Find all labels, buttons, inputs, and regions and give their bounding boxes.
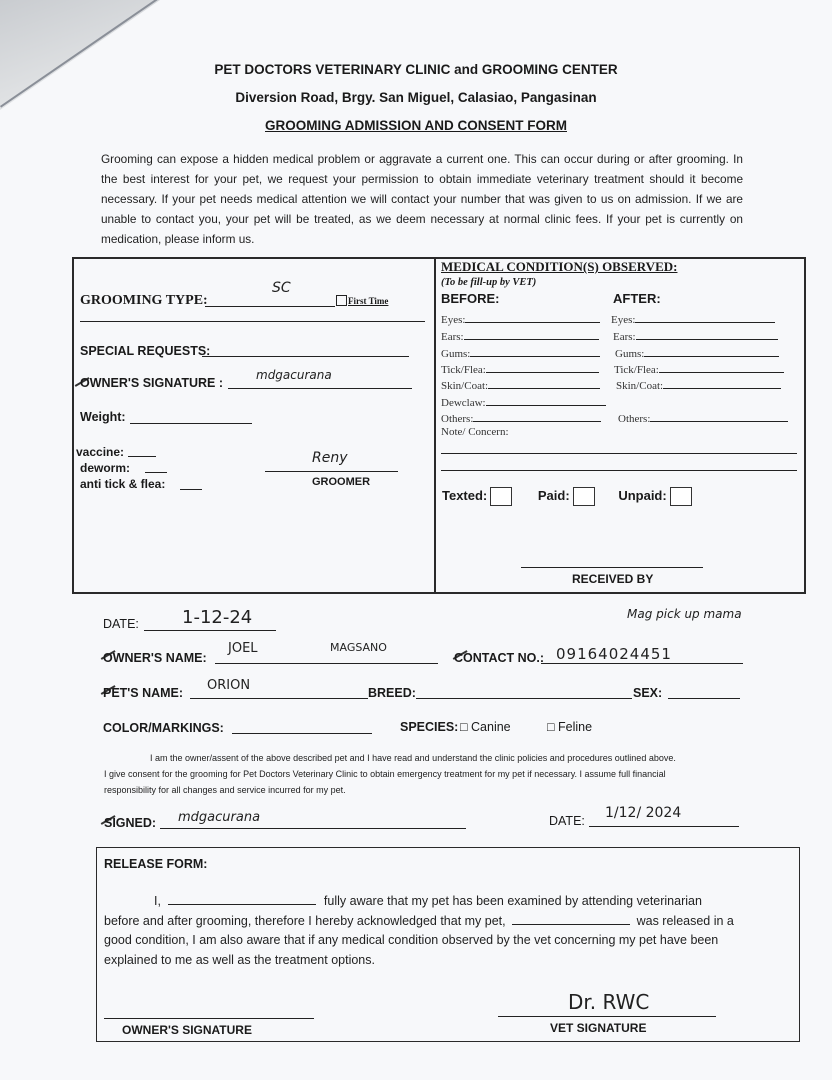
special-requests-label: SPECIAL REQUESTS: [80, 344, 211, 358]
after-ears-field[interactable] [636, 327, 778, 340]
release-p4: explained to me as well as the treatment options. [104, 952, 375, 967]
note-line-2[interactable] [441, 470, 797, 471]
first-time-label: First Time [348, 296, 389, 306]
before-others-label: Others: [441, 413, 474, 425]
after-tick-flea-field[interactable] [659, 360, 784, 373]
after-gums-label: Gums: [615, 348, 645, 360]
release-owner-signature-label: OWNER'S SIGNATURE [122, 1023, 252, 1037]
release-p1-end: fully aware that my pet has been examined by attending veterinarian [323, 894, 702, 908]
groomer-signature-value: Reny [312, 450, 348, 466]
special-requests-field[interactable] [202, 356, 409, 357]
consent-line-1: I am the owner/assent of the above described pet and I have read and understand the clinic policies and procedures outlined above. [150, 753, 676, 763]
before-skin-coat-field[interactable] [488, 376, 600, 389]
after-others-label: Others: [618, 413, 651, 425]
paid-checkbox[interactable] [573, 487, 595, 506]
vet-signature-label: VET SIGNATURE [550, 1021, 647, 1035]
grooming-type-field[interactable] [205, 306, 335, 307]
breed-label: BREED: [368, 686, 416, 700]
pet-name-value: ORION [207, 678, 251, 693]
before-eyes-field[interactable] [465, 310, 600, 323]
sex-field[interactable] [668, 698, 740, 699]
vet-signature-field[interactable] [498, 1016, 716, 1017]
date-value: 1-12-24 [182, 607, 253, 628]
vet-signature-value: Dr. RWC [568, 990, 650, 1014]
unpaid-label: Unpaid: [618, 487, 667, 503]
release-owner-signature-field[interactable] [104, 1018, 314, 1019]
signed-label: SIGNED: [104, 816, 157, 830]
species-label: SPECIES: [400, 720, 459, 734]
weight-field[interactable] [130, 423, 252, 424]
unpaid-checkbox[interactable] [670, 487, 692, 506]
after-eyes-field[interactable] [635, 310, 775, 323]
before-gums-field[interactable] [470, 344, 600, 357]
paid-label: Paid: [537, 487, 570, 503]
before-label: BEFORE: [441, 291, 500, 306]
handwritten-note: Mag pick up mama [627, 607, 742, 621]
release-p1-start: I, [154, 894, 161, 908]
grooming-type-label: GROOMING TYPE: [80, 293, 208, 308]
pet-name-label: PET'S NAME: [103, 686, 184, 700]
color-markings-field[interactable] [232, 733, 372, 734]
owner-signature-label: OWNER'S SIGNATURE : [80, 376, 224, 390]
deworm-label: deworm: [80, 461, 131, 475]
after-label: AFTER: [613, 291, 661, 306]
consent-date-label: DATE: [549, 814, 585, 828]
owner-first-name-value: JOEL [228, 641, 258, 656]
deworm-field[interactable] [145, 472, 167, 473]
before-dewclaw-label: Dewclaw: [441, 397, 486, 409]
after-tick-flea-label: Tick/Flea: [614, 364, 659, 376]
owner-name-field[interactable] [215, 663, 438, 664]
release-p2-end: was released in a [636, 913, 734, 928]
vaccine-field[interactable] [128, 456, 156, 457]
before-skin-coat-label: Skin/Coat: [441, 380, 489, 392]
pet-name-field[interactable] [190, 698, 368, 699]
weight-label: Weight: [80, 410, 126, 424]
consent-line-3: responsibility for all changes and service incurred for my pet. [104, 785, 346, 795]
before-gums-label: Gums: [441, 348, 471, 360]
date-field[interactable] [144, 630, 276, 631]
species-canine-option[interactable]: □ Canine [460, 720, 511, 734]
contact-label: CONTACT NO.: [454, 651, 545, 665]
first-time-checkbox[interactable] [336, 295, 347, 306]
sex-label: SEX: [633, 686, 663, 700]
consent-date-value: 1/12/ 2024 [605, 805, 682, 821]
species-feline-option[interactable]: □ Feline [547, 720, 593, 734]
note-line-1[interactable] [441, 453, 797, 454]
before-dewclaw-field[interactable] [486, 393, 606, 406]
intro-paragraph: Grooming can expose a hidden medical problem or aggravate a current one. This can occur during or after grooming. In the best interest for your pet, we request your permission to obtain immediate veterinary treatment should it become necessary. If your pet needs medical attention we will contact your number that was given to us on admission. If we are unable to contact you, your pet will be treated, as we deem necessary at normal clinic fees. If your pet is currently on medication, please inform us. [101, 152, 743, 246]
note-concern-label: Note/ Concern: [441, 426, 509, 438]
owner-name-label: OWNER'S NAME: [103, 651, 207, 665]
received-by-field[interactable] [521, 567, 703, 568]
groomer-label: GROOMER [312, 476, 371, 488]
clinic-name: PET DOCTORS VETERINARY CLINIC and GROOMING CENTER [214, 62, 618, 77]
medical-title: MEDICAL CONDITION(S) OBSERVED: [441, 259, 678, 274]
release-p2-start: before and after grooming, therefore I hereby acknowledged that my pet, [104, 913, 506, 928]
clinic-address: Diversion Road, Brgy. San Miguel, Calasiao, Pangasinan [235, 90, 597, 105]
form-title: GROOMING ADMISSION AND CONSENT FORM [265, 118, 567, 133]
owner-last-name-value: MAGSANO [330, 641, 387, 654]
before-ears-label: Ears: [441, 331, 464, 343]
before-others-field[interactable] [473, 409, 601, 422]
consent-line-2: I give consent for the grooming for Pet Doctors Veterinary Clinic to obtain emergency treatment for my pet if necessary. I assume full financial [104, 769, 666, 779]
before-eyes-label: Eyes: [441, 314, 466, 326]
signed-value: mdgacurana [178, 810, 261, 825]
release-p3: good condition, I am also aware that if any medical condition observed by the vet concerning my pet have been [104, 933, 719, 947]
before-tick-flea-label: Tick/Flea: [441, 364, 486, 376]
contact-field[interactable] [541, 663, 743, 664]
contact-value: 09164024451 [556, 645, 672, 663]
before-ears-field[interactable] [464, 327, 599, 340]
after-skin-coat-field[interactable] [663, 376, 781, 389]
release-owner-name-field[interactable] [168, 892, 316, 905]
date-label: DATE: [103, 617, 139, 631]
anti-tick-flea-label: anti tick & flea: [80, 477, 166, 491]
after-ears-label: Ears: [613, 331, 636, 343]
grooming-type-value: SC [272, 280, 291, 296]
vaccine-label: vaccine: [76, 445, 125, 459]
grooming-type-extra-line[interactable] [80, 321, 425, 322]
after-eyes-label: Eyes: [611, 314, 636, 326]
after-skin-coat-label: Skin/Coat: [616, 380, 664, 392]
medical-subtitle: (To be fill-up by VET) [441, 277, 537, 288]
before-tick-flea-field[interactable] [486, 360, 599, 373]
consent-date-field[interactable] [589, 826, 739, 827]
after-gums-field[interactable] [644, 344, 779, 357]
owner-signature-field[interactable] [228, 388, 412, 389]
after-others-field[interactable] [650, 409, 788, 422]
groomer-signature-field[interactable] [265, 471, 398, 472]
release-title: RELEASE FORM: [104, 857, 208, 871]
breed-field[interactable] [416, 698, 632, 699]
texted-label: Texted: [442, 487, 488, 503]
signed-field[interactable] [160, 828, 466, 829]
color-markings-label: COLOR/MARKINGS: [103, 721, 224, 735]
release-paragraph [104, 892, 794, 970]
anti-tick-flea-field[interactable] [180, 489, 202, 490]
texted-checkbox[interactable] [490, 487, 512, 506]
received-by-label: RECEIVED BY [572, 572, 654, 586]
owner-signature-value: mdgacurana [256, 368, 332, 382]
release-pet-name-field[interactable] [512, 912, 630, 925]
